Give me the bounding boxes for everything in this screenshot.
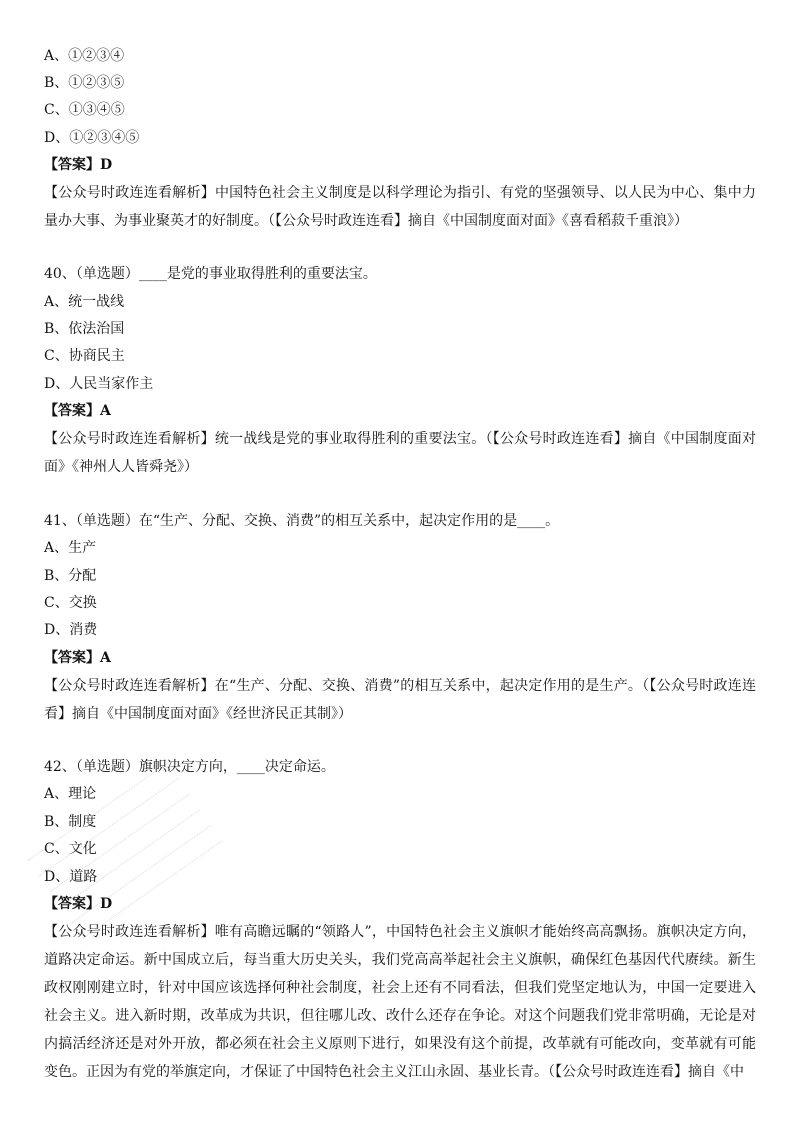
q41-option-d: D、消费: [44, 622, 98, 638]
q39-analysis: 【公众号时政连连看解析】中国特色社会主义制度是以科学理论为指引、有党的坚强领导、以人民为中心、集中力量办大事、为事业聚英才的好制度。（【公众号时政连连看】摘自《中国制度面对面》《喜看稻菽千重浪》）: [44, 185, 756, 229]
q39-option-d: D、①②③④⑤: [44, 130, 140, 146]
q40-option-a: A、统一战线: [44, 294, 125, 310]
q40-option-b: B、依法治国: [44, 321, 125, 337]
q42-option-c: C、文化: [44, 841, 97, 857]
q40-option-c: C、协商民主: [44, 348, 125, 364]
q39-answer: 【答案】D: [44, 157, 113, 173]
q39-option-b: B、①②③⑤: [44, 75, 125, 91]
q41-option-b: B、分配: [44, 568, 97, 584]
q40-analysis: 【公众号时政连连看解析】统一战线是党的事业取得胜利的重要法宝。（【公众号时政连连看】摘自《中国制度面对面》《神州人人皆舜尧》）: [44, 431, 756, 475]
q42-answer: 【答案】D: [44, 896, 113, 912]
q41-answer: 【答案】A: [44, 650, 111, 666]
q42-option-d: D、道路: [44, 869, 98, 885]
q42-option-a: A、理论: [44, 786, 97, 802]
q42-option-b: B、制度: [44, 814, 97, 830]
q42-stem: 42、（单选题）旗帜决定方向，____决定命运。: [44, 759, 335, 775]
q41-analysis: 【公众号时政连连看解析】在“生产、分配、交换、消费”的相互关系中，起决定作用的是生产。（【公众号时政连连看】摘自《中国制度面对面》《经世济民正其制》）: [44, 678, 756, 722]
q39-option-a: A、①②③④: [44, 48, 125, 64]
q39-option-c: C、①③④⑤: [44, 102, 125, 118]
q40-option-d: D、人民当家作主: [44, 376, 154, 392]
q40-answer: 【答案】A: [44, 403, 111, 419]
q42-analysis: 【公众号时政连连看解析】唯有高瞻远瞩的“领路人”，中国特色社会主义旗帜才能始终高高飘扬。旗帜决定方向，道路决定命运。新中国成立后，每当重大历史关头，我们党高高举起社会主义旗帜，确保红色基因代代赓续。新生政权刚刚建立时，针对中国应该选择何种社会制度，社会上还有不同看法，但我们党坚定地认为，中国一定要进入社会主义。进入新时期，改革成为共识，但往哪儿改、改什么还存在争论。对这个问题我们党非常明确，无论是对内搞活经济还是对外开放，都必须在社会主义原则下进行，如果没有这个前提，改革就有可能改向，变革就有可能变色。正因为有党的举旗定向，才保证了中国特色社会主义江山永固、基业长青。（【公众号时政连连看】摘自《中: [44, 924, 756, 1080]
q41-stem: 41、（单选题）在“生产、分配、交换、消费”的相互关系中，起决定作用的是____。: [44, 513, 560, 529]
q40-stem: 40、（单选题）____是党的事业取得胜利的重要法宝。: [44, 266, 377, 282]
q41-option-a: A、生产: [44, 540, 97, 556]
q41-option-c: C、交换: [44, 595, 97, 611]
